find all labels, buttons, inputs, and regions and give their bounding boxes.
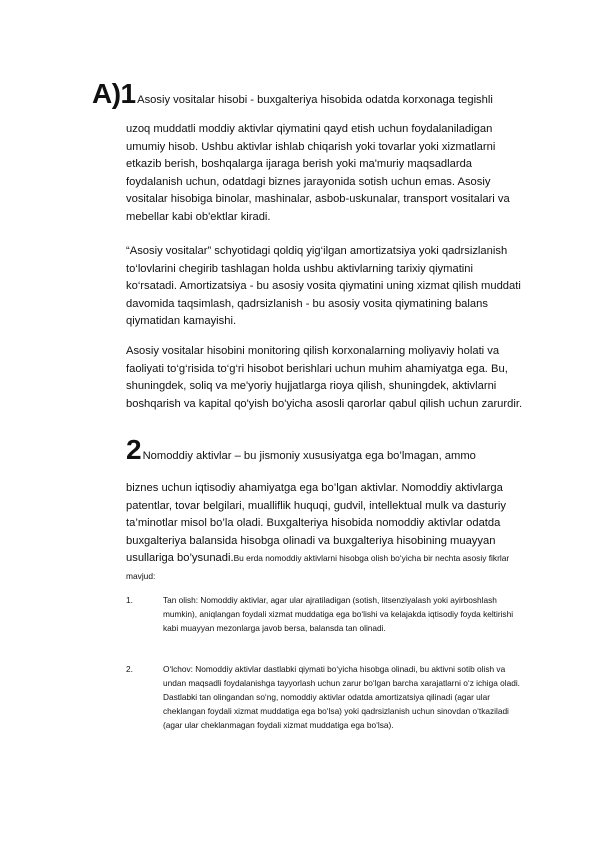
paragraph: Asosiy vositalar hisobini monitoring qilish korxonalarning moliyaviy holati va faoliyati to‘g‘risida to‘g‘ri hisobot berishlari uchun muhim ahamiyatga ega. Bu, shuningdek, soliq va me'yoriy hujjatlarga rioya qilish, shuningdek, aktivlarni boshqarish va kapital qo'yish bo'yicha asosli qarorlar qabul qilish uchun zarurdir.	[126, 345, 523, 410]
paragraph-main-text: biznes uchun iqtisodiy ahamiyatga ega bo’lgan aktivlar. Nomoddiy aktivlarga patentlar, tovar belgilari, mualliflik huquqi, gudvil, intellektual mulk va dasturiy ta’minotlar misol bo’la oladi. Buxgalteriya hisobida nomoddiy aktivlar odatda buxgalteriya balansida hisobga olinadi va buxgalteriya hisobining muayyan usullariga bo’ysunadi.	[126, 482, 506, 564]
section-number: 1	[120, 78, 137, 109]
section-1-heading	[92, 78, 532, 110]
paragraph-small-text: Bu erda nomoddiy aktivlarni hisobga olish bo‘yicha bir nechta asosiy fikrlar mavjud:	[126, 553, 510, 581]
section-2-heading	[126, 434, 476, 466]
paragraph	[126, 480, 526, 585]
section-number: 2	[126, 434, 142, 465]
section-label: A)	[92, 78, 121, 109]
list-item-text: Tan olish: Nomoddiy aktivlar, agar ular ajratiladigan (sotish, litsenziyalash yoki ayirboshlash mumkin), aniqlangan foydali xizmat muddatiga ega bo‘lishi va kelajakda iqtisodiy foyda keltirishi kabi muayyan mezonlarga javob bersa, balansda tan olinadi.	[163, 595, 514, 633]
section-2-heading-text: Nomoddiy aktivlar – bu jismoniy xususiyatga ega bo’lmagan, ammo	[142, 450, 476, 462]
list-item-text: O‘lchov: Nomoddiy aktivlar dastlabki qiymati bo‘yicha hisobga olinadi, bu aktivni sotib olish va undan maqsadli foydalanishga tayyorlash uchun zarur bo‘lgan barcha xarajatlarni o‘z ichiga oladi. Dastlabki tan olingandan so‘ng, nomoddiy aktivlar odatda amortizatsiya qilinadi (agar ular cheklangan foydali xizmat muddatiga ega bo‘lsa) yoki qadrsizlanish uchun sinovdan o‘tkaziladi (agar ular cheklanmagan foydali xizmat muddatiga ega bo‘lsa).	[163, 664, 520, 730]
list-item-number: 2.	[126, 664, 133, 674]
section-1-heading-text: Asosiy vositalar hisobi - buxgalteriya hisobida odatda korxonaga tegishli	[137, 94, 493, 106]
list-item-number: 1.	[126, 595, 133, 605]
paragraph: uzoq muddatli moddiy aktivlar qiymatini qayd etish uchun foydalaniladigan umumiy hisob. Ushbu aktivlar ishlab chiqarish yoki tovarlar yoki xizmatlarni etkazib berish, boshqalarga ijaraga berish yoki ma'muriy maqsadlarda foydalanish uchun, odatdagi biznes jarayonida sotish uchun emas. Asosiy vositalar hisobiga binolar, mashinalar, asbob-uskunalar, transport vositalari va mebellar kabi ob'ektlar kiradi.	[126, 123, 510, 223]
paragraph: “Asosiy vositalar” schyotidagi qoldiq yig‘ilgan amortizatsiya yoki qadrsizlanish to‘lovlarini chegirib tashlagan holda ushbu aktivlarning tarixiy qiymatini ko‘rsatadi. Amortizatsiya - bu asosiy vosita qiymatini uning xizmat qilish muddati davomida taqsimlash, qadrsizlanish - bu asosiy vosita qiymatining balans qiymatidan kamayishi.	[126, 245, 521, 327]
